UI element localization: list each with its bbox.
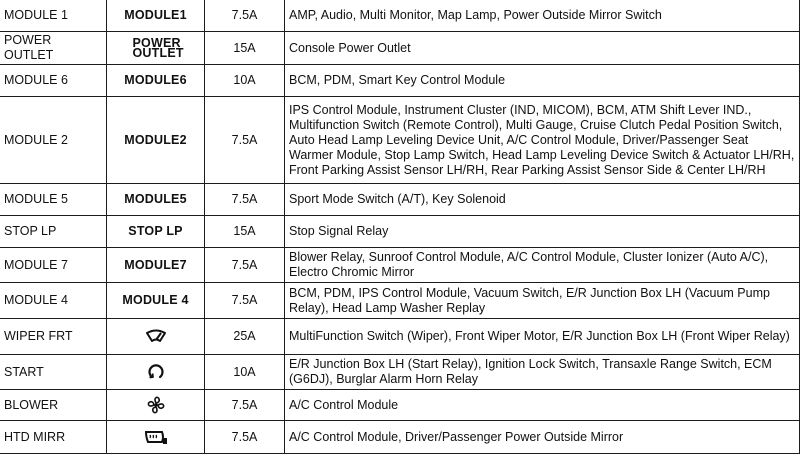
table-row	[0, 32, 800, 65]
fuse-rating: 15A	[205, 32, 285, 65]
fuse-name: MODULE 2	[0, 97, 107, 184]
table-row	[0, 97, 800, 184]
fuse-rating: 10A	[205, 65, 285, 97]
table-row	[0, 390, 800, 421]
fuse-name: MODULE 4	[0, 283, 107, 319]
fuse-symbol	[107, 421, 205, 454]
fuse-symbol: STOP LP	[107, 216, 205, 248]
fuse-rating: 7.5A	[205, 0, 285, 32]
fuse-circuit: Blower Relay, Sunroof Control Module, A/C Control Module, Cluster Ionizer (Auto A/C), Electro Chromic Mirror	[285, 248, 800, 283]
fuse-name: HTD MIRR	[0, 421, 107, 454]
fuse-rating: 10A	[205, 355, 285, 390]
heated-mirror-icon	[144, 428, 168, 446]
fuse-rating: 7.5A	[205, 390, 285, 421]
table-row	[0, 319, 800, 355]
table-row	[0, 65, 800, 97]
fuse-circuit: Sport Mode Switch (A/T), Key Solenoid	[285, 184, 800, 216]
fuse-name: START	[0, 355, 107, 390]
fuse-rating: 15A	[205, 216, 285, 248]
fuse-name: POWER OUTLET	[0, 32, 107, 65]
fuse-symbol: MODULE 4	[107, 283, 205, 319]
fuse-circuit: Console Power Outlet	[285, 32, 800, 65]
fuse-name: BLOWER	[0, 390, 107, 421]
table-row	[0, 0, 800, 32]
fuse-rating: 7.5A	[205, 248, 285, 283]
fuse-rating: 7.5A	[205, 184, 285, 216]
table-row	[0, 355, 800, 390]
fuse-symbol: MODULE7	[107, 248, 205, 283]
fuse-name: MODULE 5	[0, 184, 107, 216]
fuse-name: MODULE 1	[0, 0, 107, 32]
fuse-symbol	[107, 319, 205, 355]
fuse-name: STOP LP	[0, 216, 107, 248]
fuse-rating: 7.5A	[205, 97, 285, 184]
fuse-circuit: E/R Junction Box LH (Start Relay), Ignition Lock Switch, Transaxle Range Switch, ECM (G6DJ), Burglar Alarm Horn Relay	[285, 355, 800, 390]
fuse-symbol: MODULE2	[107, 97, 205, 184]
fuse-rating: 7.5A	[205, 421, 285, 454]
table-row	[0, 248, 800, 283]
fuse-circuit: MultiFunction Switch (Wiper), Front Wiper Motor, E/R Junction Box LH (Front Wiper Relay)	[285, 319, 800, 355]
front-wiper-icon	[145, 329, 167, 345]
fuse-rating: 7.5A	[205, 283, 285, 319]
fuse-circuit: AMP, Audio, Multi Monitor, Map Lamp, Power Outside Mirror Switch	[285, 0, 800, 32]
fuse-circuit: Stop Signal Relay	[285, 216, 800, 248]
fuse-symbol: MODULE1	[107, 0, 205, 32]
fuse-name: MODULE 6	[0, 65, 107, 97]
fuse-circuit: BCM, PDM, Smart Key Control Module	[285, 65, 800, 97]
table-row	[0, 283, 800, 319]
fuse-circuit: IPS Control Module, Instrument Cluster (IND, MICOM), BCM, ATM Shift Lever IND., Multifunction Switch (Remote Control), Multi Gauge, Cruise Clutch Pedal Position Switch, Auto Head Lamp Leveling Device Unit, A/C Control Module, Driver/Passenger Seat Warmer Module, Stop Lamp Switch, Head Lamp Leveling Device Switch & Actuator LH/RH, Front Parking Assist Sensor LH/RH, Rear Parking Assist Sensor Side & Center LH/RH	[285, 97, 800, 184]
fuse-symbol	[107, 355, 205, 390]
fuse-symbol-text: POWER OUTLET	[132, 36, 184, 60]
fuse-circuit: A/C Control Module, Driver/Passenger Power Outside Mirror	[285, 421, 800, 454]
fuse-symbol: MODULE5	[107, 184, 205, 216]
fuse-circuit: A/C Control Module	[285, 390, 800, 421]
table-row	[0, 421, 800, 454]
fuse-symbol	[107, 32, 205, 65]
fuse-name: MODULE 7	[0, 248, 107, 283]
blower-fan-icon	[146, 395, 166, 415]
table-row	[0, 184, 800, 216]
fuse-rating: 25A	[205, 319, 285, 355]
table-row	[0, 216, 800, 248]
fuse-symbol	[107, 390, 205, 421]
start-icon	[146, 362, 166, 382]
fuse-name: WIPER FRT	[0, 319, 107, 355]
fuse-symbol: MODULE6	[107, 65, 205, 97]
fuse-circuit: BCM, PDM, IPS Control Module, Vacuum Switch, E/R Junction Box LH (Vacuum Pump Relay), Head Lamp Washer Replay	[285, 283, 800, 319]
